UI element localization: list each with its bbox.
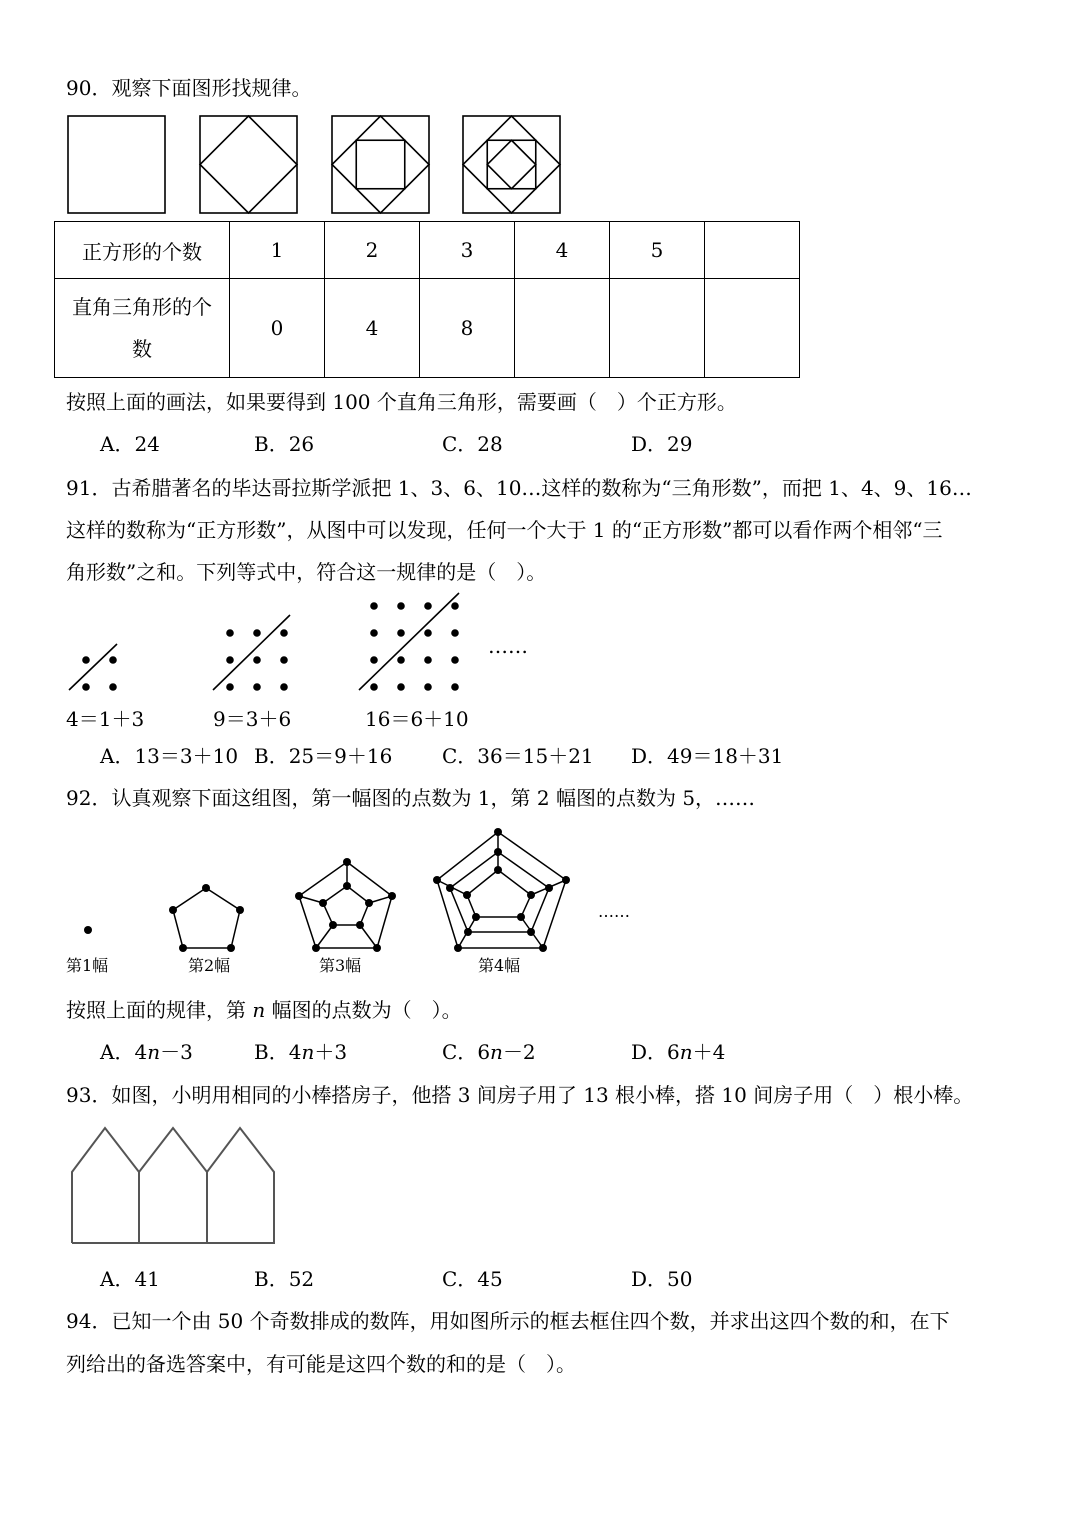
q90-question: 按照上面的画法，如果要得到 100 个直角三角形，需要画（ ）个正方形。 <box>66 390 737 414</box>
q91-option-d[interactable]: D．49＝18＋31 <box>631 744 784 768</box>
q92-option-b[interactable] <box>254 1040 347 1064</box>
q90-table-row2-label <box>55 279 230 378</box>
q92-caption-4: 第4幅 <box>478 956 521 975</box>
option-rest: －2 <box>502 1040 536 1064</box>
q92-question-var: n <box>252 998 266 1022</box>
q90-table <box>54 221 800 378</box>
q93-option-d[interactable]: D．50 <box>631 1267 693 1291</box>
q91-caption-1: 4＝1＋3 <box>66 707 145 731</box>
option-coef: 4 <box>134 1040 148 1064</box>
q90-option-a[interactable]: A．24 <box>100 432 160 456</box>
table-cell: 1 <box>230 222 325 279</box>
q90-option-c[interactable]: C．28 <box>442 432 503 456</box>
option-coef: 6 <box>477 1040 491 1064</box>
table-cell: 5 <box>610 222 705 279</box>
q93-option-c[interactable]: C．45 <box>442 1267 503 1291</box>
q92-question-pre: 按照上面的规律，第 <box>66 998 253 1022</box>
q90-option-d[interactable]: D．29 <box>631 432 693 456</box>
q91-option-c[interactable]: C．36＝15＋21 <box>442 744 594 768</box>
q91-option-a[interactable]: A．13＝3＋10 <box>100 744 239 768</box>
table-cell: 3 <box>420 222 515 279</box>
table-cell <box>515 279 610 378</box>
table-cell: 8 <box>420 279 515 378</box>
q92-option-d[interactable] <box>631 1040 725 1064</box>
q93-option-b[interactable]: B．52 <box>254 1267 315 1291</box>
table-cell: 4 <box>325 279 420 378</box>
option-label: A． <box>100 1040 135 1064</box>
q91-option-b[interactable]: B．25＝9＋16 <box>254 744 393 768</box>
option-coef: 4 <box>288 1040 302 1064</box>
q91-caption-2: 9＝3＋6 <box>213 707 292 731</box>
table-cell: 4 <box>515 222 610 279</box>
q94-line1: 94．已知一个由 50 个奇数排成的数阵，用如图所示的框去框住四个数，并求出这四个数的和，在下 <box>66 1309 950 1333</box>
option-var: n <box>301 1040 315 1064</box>
option-label: C． <box>442 1040 478 1064</box>
q91-line3: 角形数”之和。下列等式中，符合这一规律的是（ ）。 <box>66 560 547 584</box>
option-var: n <box>147 1040 161 1064</box>
q93-stem: 93．如图，小明用相同的小棒搭房子，他搭 3 间房子用了 13 根小棒，搭 10 间房子用（ ）根小棒。 <box>66 1083 974 1107</box>
q92-caption-3: 第3幅 <box>319 956 362 975</box>
option-label: B． <box>254 1040 289 1064</box>
table-cell: 2 <box>325 222 420 279</box>
q91-caption-3: 16＝6＋10 <box>365 707 469 731</box>
q91-line2: 这样的数称为“正方形数”，从图中可以发现，任何一个大于 1 的“正方形数”都可以看作两个相邻“三 <box>66 518 943 542</box>
option-var: n <box>490 1040 503 1064</box>
q92-stem: 92．认真观察下面这组图，第一幅图的点数为 1，第 2 幅图的点数为 5，…… <box>66 786 756 810</box>
option-rest: ＋3 <box>314 1040 348 1064</box>
option-coef: 6 <box>667 1040 680 1064</box>
q91-ellipsis: …… <box>488 634 528 658</box>
q92-ellipsis: …… <box>598 902 630 921</box>
option-var: n <box>679 1040 693 1064</box>
option-rest: ＋4 <box>692 1040 726 1064</box>
q90-row2-label-line2: 数 <box>132 337 152 361</box>
q92-option-c[interactable] <box>442 1040 536 1064</box>
q90-stem: 90．观察下面图形找规律。 <box>66 76 312 100</box>
q92-question <box>66 998 462 1022</box>
table-cell: 0 <box>230 279 325 378</box>
q90-option-b[interactable]: B．26 <box>254 432 315 456</box>
q90-row2-label-line1: 直角三角形的个 <box>72 295 212 319</box>
q92-caption-1: 第1幅 <box>66 956 109 975</box>
q94-line2: 列给出的备选答案中，有可能是这四个数的和的是（ ）。 <box>66 1352 576 1376</box>
table-cell <box>705 222 800 279</box>
q92-option-a[interactable] <box>100 1040 193 1064</box>
table-cell <box>705 279 800 378</box>
q92-caption-2: 第2幅 <box>188 956 231 975</box>
table-cell <box>610 279 705 378</box>
q92-question-post: 幅图的点数为（ ）。 <box>265 998 462 1022</box>
q91-line1: 91．古希腊著名的毕达哥拉斯学派把 1、3、6、10…这样的数称为“三角形数”，而把 1、4、9、16… <box>66 476 972 500</box>
option-rest: －3 <box>160 1040 193 1064</box>
q90-table-row1-label: 正方形的个数 <box>55 222 230 279</box>
option-label: D． <box>631 1040 668 1064</box>
q93-option-a[interactable]: A．41 <box>100 1267 160 1291</box>
